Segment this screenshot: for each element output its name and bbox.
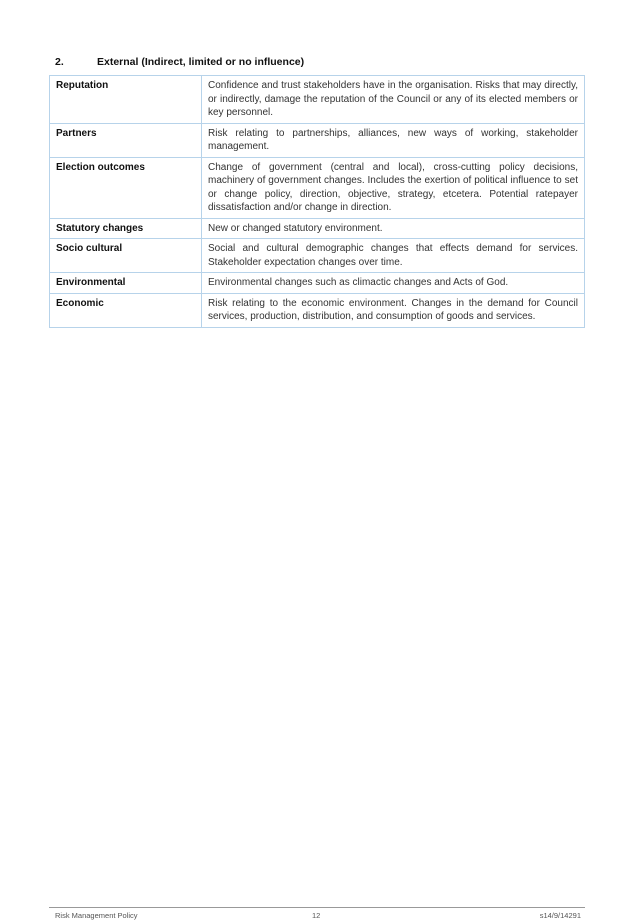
row-label: Election outcomes xyxy=(50,157,202,218)
footer-reference: s14/9/14291 xyxy=(539,911,581,920)
table-row xyxy=(50,218,585,239)
row-label: Socio cultural xyxy=(50,239,202,273)
row-label: Environmental xyxy=(50,273,202,294)
risk-category-table xyxy=(49,75,585,328)
row-label: Statutory changes xyxy=(50,218,202,239)
row-label: Reputation xyxy=(50,76,202,124)
footer-page-number: 12 xyxy=(312,911,321,920)
row-description: Risk relating to partnerships, alliances, new ways of working, stakeholder management. xyxy=(202,123,585,157)
table-row xyxy=(50,293,585,327)
row-description: Confidence and trust stakeholders have in the organisation. Risks that may directly, or indirectly, damage the reputation of the Council or any of its elected members or key personnel. xyxy=(202,76,585,124)
section-title: External (Indirect, limited or no influence) xyxy=(97,56,305,68)
table-row xyxy=(50,123,585,157)
table-row xyxy=(50,157,585,218)
row-description: New or changed statutory environment. xyxy=(202,218,585,239)
row-label: Partners xyxy=(50,123,202,157)
section-number: 2. xyxy=(55,56,64,68)
footer-document-title: Risk Management Policy xyxy=(55,911,138,920)
footer-divider xyxy=(49,907,585,908)
section-heading xyxy=(55,56,304,68)
table-row xyxy=(50,239,585,273)
row-description: Risk relating to the economic environment. Changes in the demand for Council services, production, distribution, and consumption of goods and services. xyxy=(202,293,585,327)
row-description: Change of government (central and local), cross-cutting policy decisions, machinery of government changes. Includes the exertion of political influence to set or change policy, direction, objective, strategy, etcetera. Potential ratepayer dissatisfaction and/or change in direction. xyxy=(202,157,585,218)
row-description: Social and cultural demographic changes that effects demand for services. Stakeholder expectation changes over time. xyxy=(202,239,585,273)
row-label: Economic xyxy=(50,293,202,327)
table-row xyxy=(50,76,585,124)
table-row xyxy=(50,273,585,294)
row-description: Environmental changes such as climactic changes and Acts of God. xyxy=(202,273,585,294)
